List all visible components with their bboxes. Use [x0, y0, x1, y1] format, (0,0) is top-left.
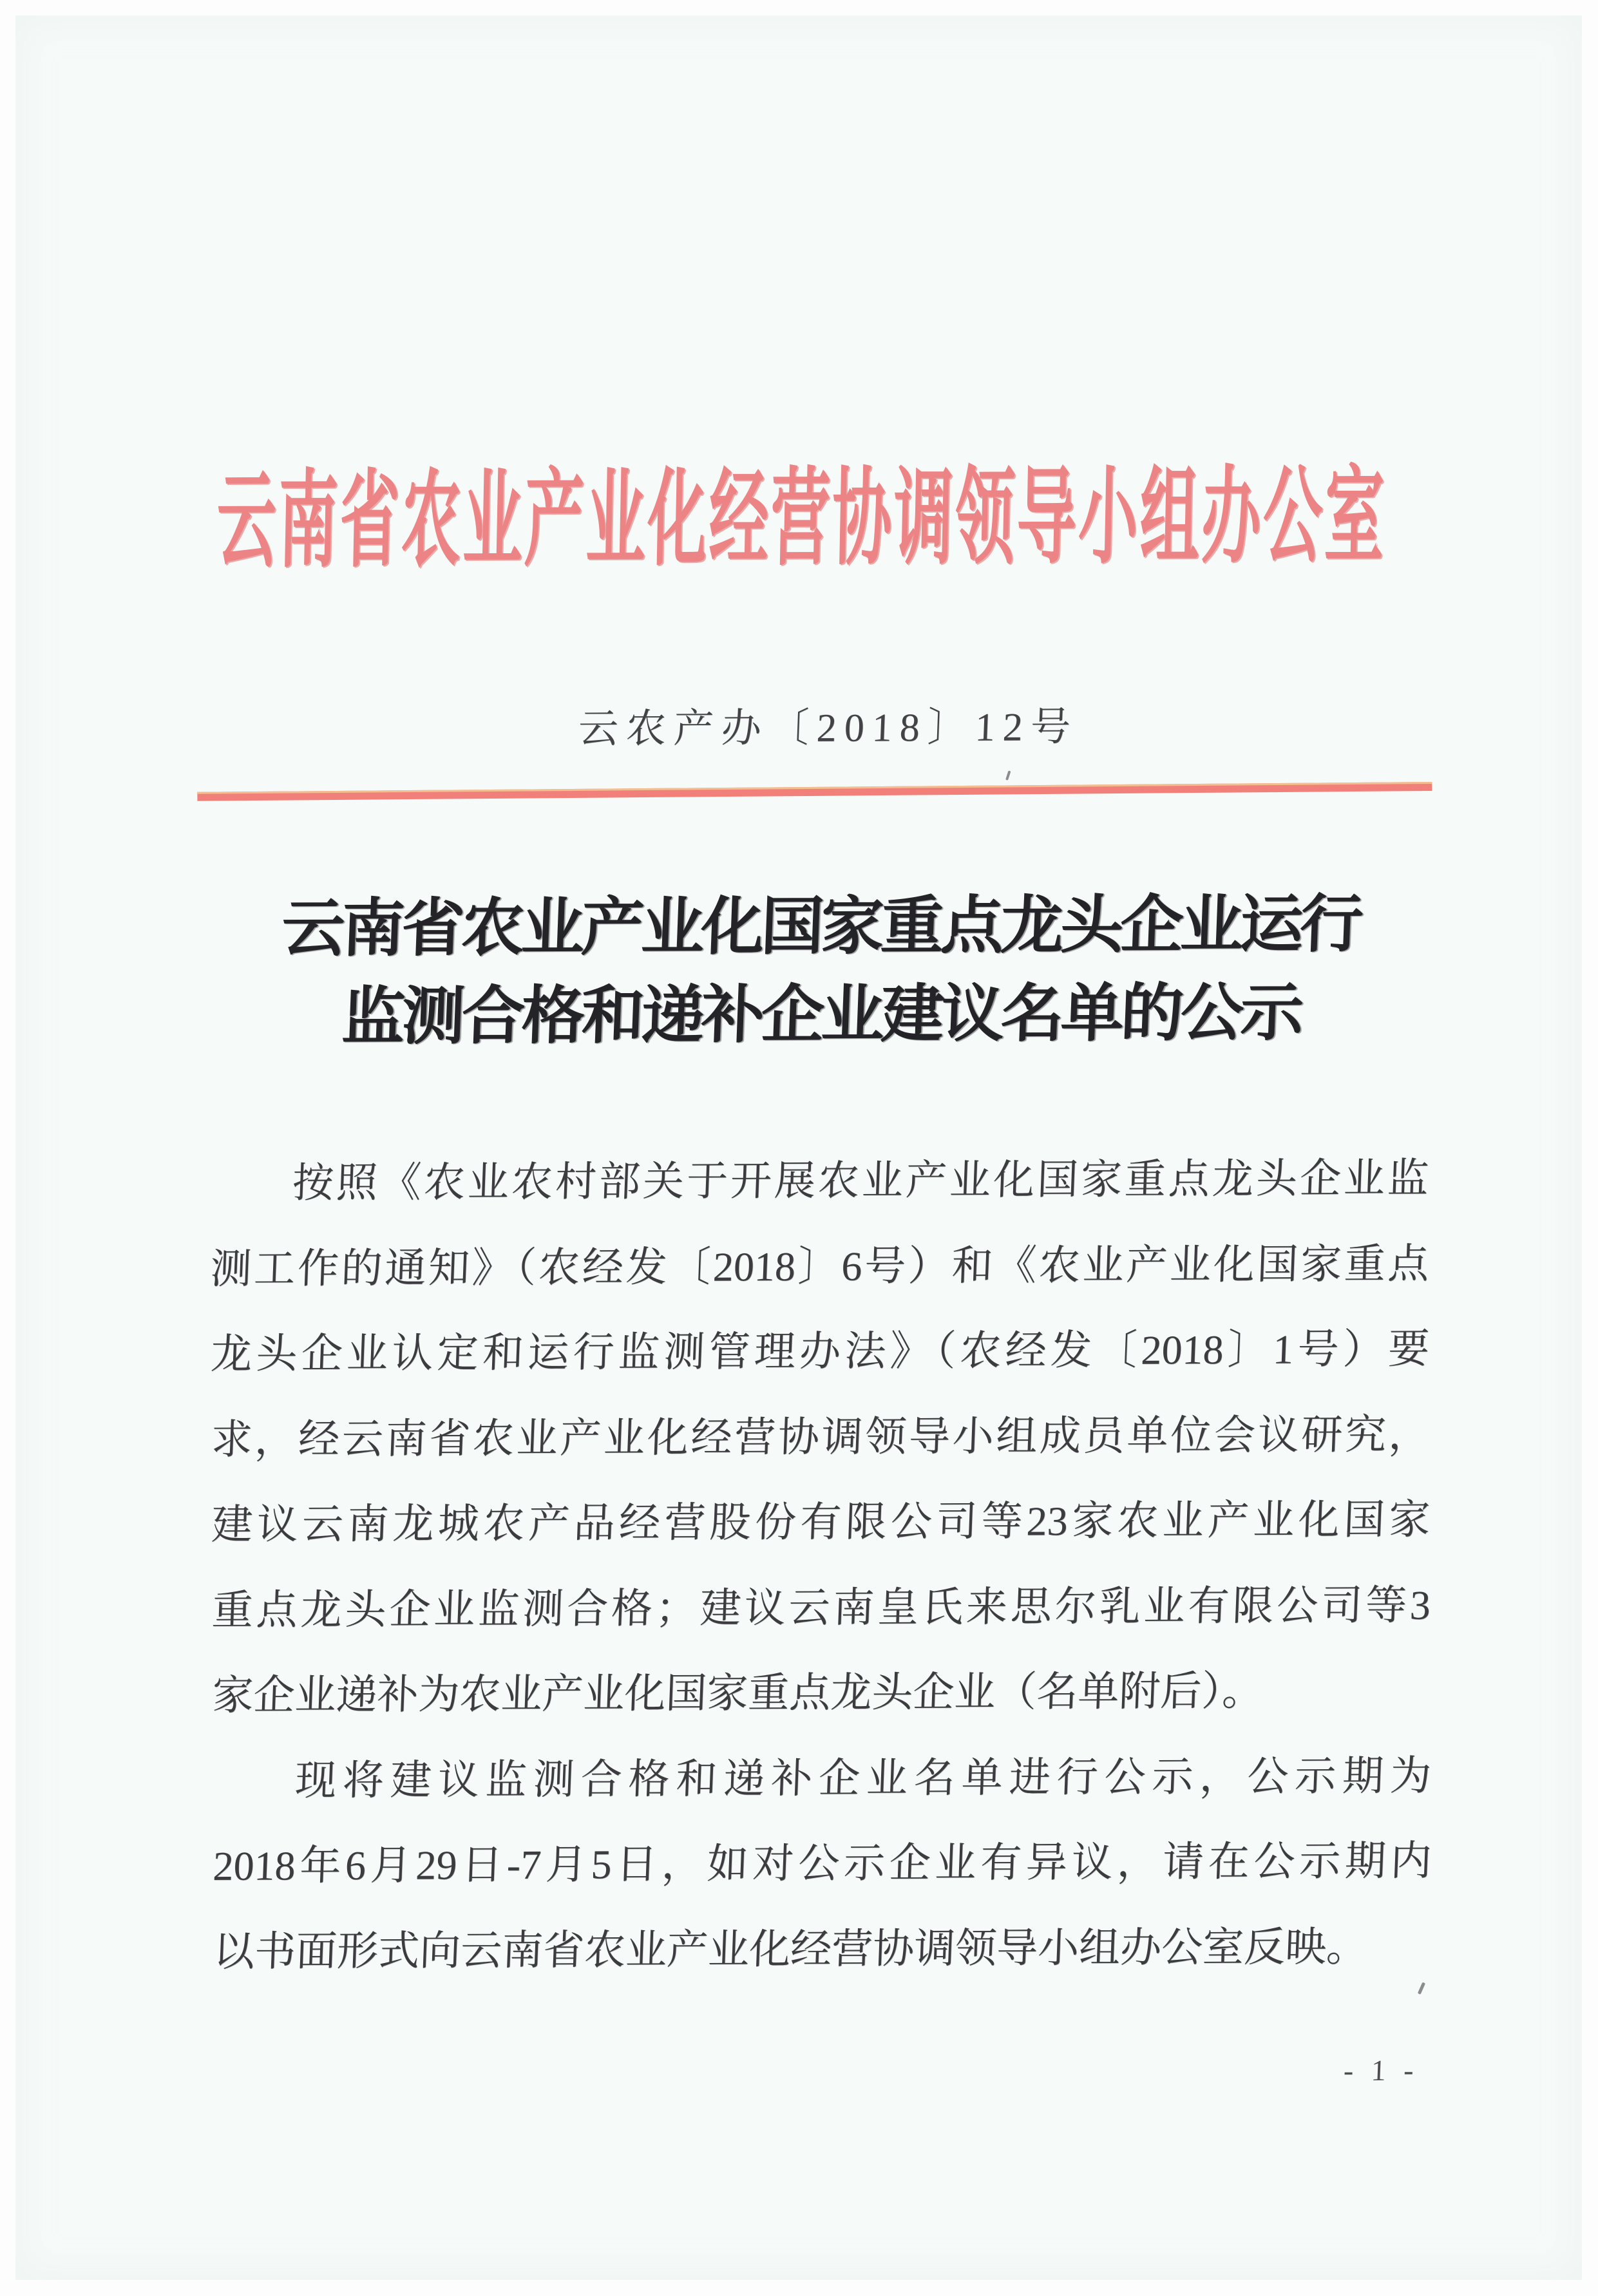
body-line-5: 建议云南龙城农产品经营股份有限公司等23家农业产业化国家 — [211, 1496, 1431, 1548]
body-line-9: 2018年6月29日-7月5日，如对公示企业有异议，请在公示期内 — [212, 1837, 1432, 1889]
page-number: - 1 - — [1343, 2053, 1420, 2087]
body-line-10: 以书面形式向云南省农业产业化经营协调领导小组办公室反映。 — [212, 1923, 1369, 1975]
body-line-2: 测工作的通知》（农经发〔2018〕6号）和《农业产业化国家重点 — [209, 1240, 1430, 1292]
issuer-letterhead-title: 云南省农业产业化经营协调领导小组办公室 — [215, 458, 1385, 580]
body-line-6: 重点龙头企业监测合格；建议云南皇氏来思尔乳业有限公司等3 — [211, 1582, 1432, 1633]
body-line-4: 求，经云南省农业产业化经营协调领导小组成员单位会议研究， — [210, 1411, 1431, 1463]
body-line-7: 家企业递补为农业产业化国家重点龙头企业（名单附后）。 — [211, 1667, 1264, 1718]
document-number: 云农产办〔2018〕12号 — [577, 705, 1080, 752]
paper-sheet — [15, 15, 1582, 2280]
scan-tilt-wrapper — [11, 12, 1587, 2284]
body-line-8: 现将建议监测合格和递补企业名单进行公示，公示期为 — [294, 1752, 1432, 1803]
document-title-line-1: 云南省农业产业化国家重点龙头企业运行 — [280, 890, 1362, 965]
body-line-3: 龙头企业认定和运行监测管理办法》（农经发〔2018〕1号）要 — [209, 1325, 1431, 1377]
body-line-1: 按照《农业农村部关于开展农业产业化国家重点龙头企业监 — [291, 1155, 1430, 1206]
red-separator-line — [197, 782, 1432, 801]
stray-scan-mark — [1005, 770, 1011, 781]
document-title — [209, 881, 1433, 1063]
body-text — [210, 1136, 1432, 1995]
document-title-line-2: 监测合格和递补企业建议名单的公示 — [340, 978, 1302, 1053]
